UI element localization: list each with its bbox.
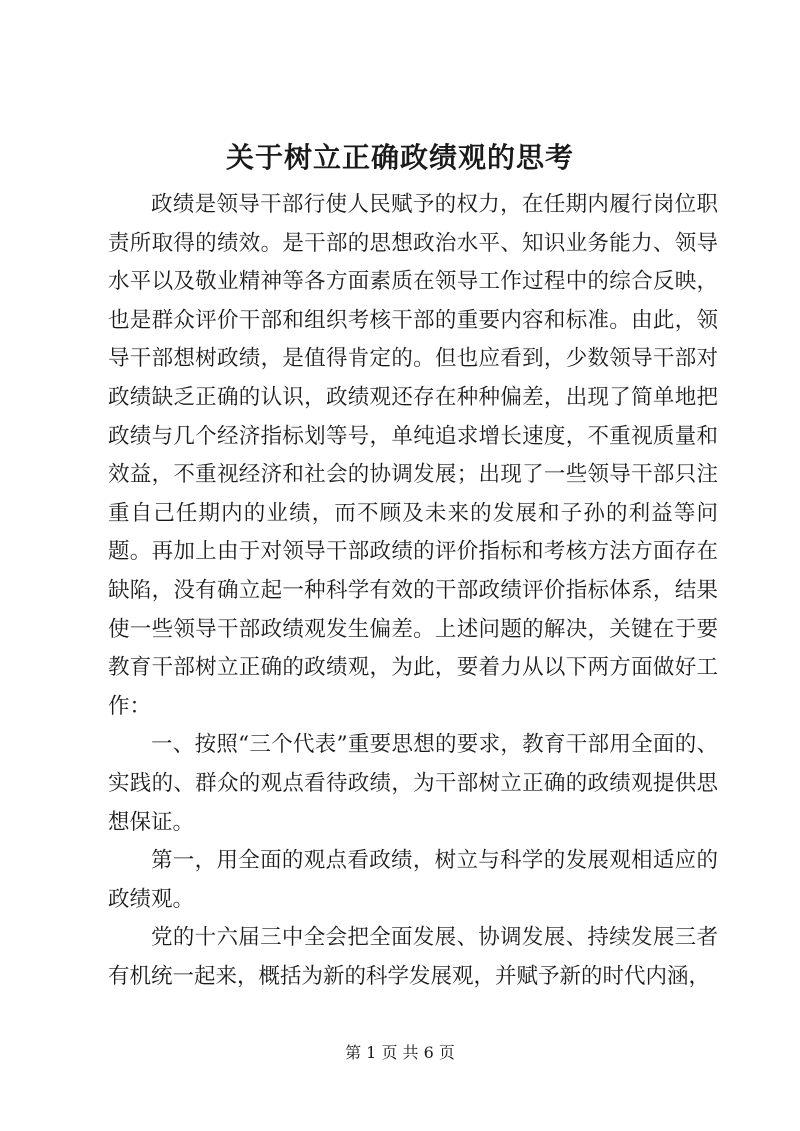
paragraph-development-view: 党的十六届三中全会把全面发展、协调发展、持续发展三者有机统一起来，概括为新的科学发展观，并赋予新的时代内涵，	[108, 925, 718, 989]
document-title: 关于树立正确政绩观的思考	[225, 141, 574, 174]
paragraph-point-one: 第一，用全面的观点看政绩，树立与科学的发展观相适应的政绩观。	[108, 848, 718, 912]
page-footer: 第 1 页 共 6 页	[345, 1043, 455, 1062]
paragraph-intro: 政绩是领导干部行使人民赋予的权力，在任期内履行岗位职责所取得的绩效。是干部的思想政治水平、知识业务能力、领导水平以及敬业精神等各方面素质在领导工作过程中的综合反映，也是群众评价干部和组织考核干部的重要内容和标准。由此，领导干部想树政绩，是值得肯定的。但也应看到，少数领导干部对政绩缺乏正确的认识，政绩观还存在种种偏差，出现了简单地把政绩与几个经济指标划等号，单纯追求增长速度，不重视质量和效益，不重视经济和社会的协调发展；出现了一些领导干部只注重自己任期内的业绩，而不顾及未来的发展和子孙的利益等问题。再加上由于对领导干部政绩的评价指标和考核方法方面存在缺陷，没有确立起一种科学有效的干部政绩评价指标体系，结果使一些领导干部政绩观发生偏差。上述问题的解决，关键在于要教育干部树立正确的政绩观，为此，要着力从以下两方面做好工作：	[108, 192, 718, 719]
paragraph-section-one: 一、按照“三个代表”重要思想的要求，教育干部用全面的、实践的、群众的观点看待政绩，为干部树立正确的政绩观提供思想保证。	[108, 732, 718, 835]
document-body	[108, 186, 718, 996]
